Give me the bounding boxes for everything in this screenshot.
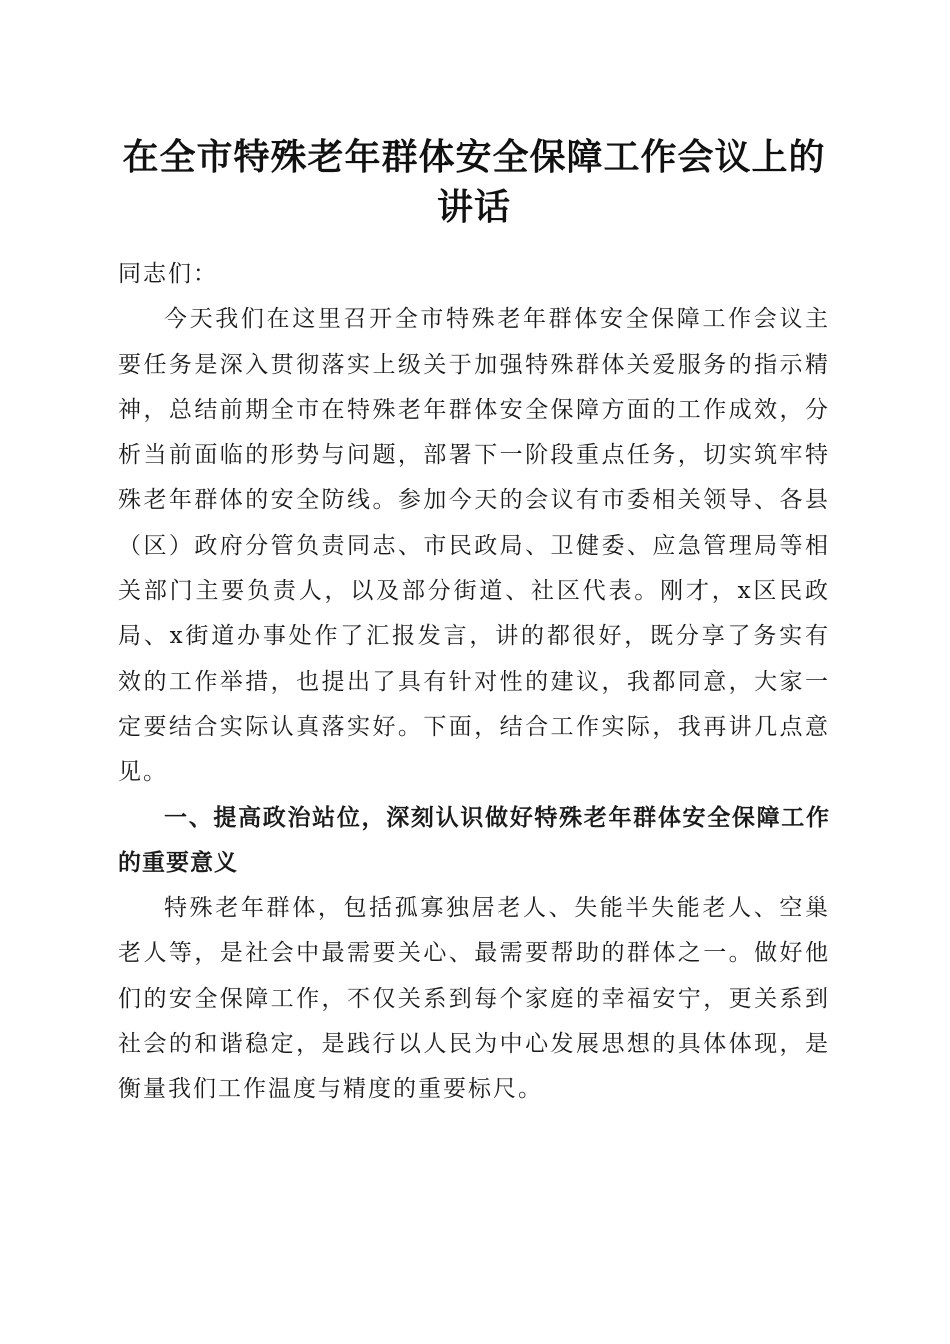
section-heading: 一、提高政治站位，深刻认识做好特殊老年群体安全保障工作的重要意义 bbox=[118, 804, 830, 876]
section-paragraph: 特殊老年群体，包括孤寡独居老人、失能半失能老人、空巢老人等，是社会中最需要关心、最需要帮助的群体之一。做好他们的安全保障工作，不仅关系到每个家庭的幸福安宁，更关系到社会的和谐稳定，是践行以人民为中心发展思想的具体体现，是衡量我们工作温度与精度的重要标尺。 bbox=[118, 895, 830, 1103]
salutation: 同志们： bbox=[118, 261, 218, 287]
document-body bbox=[118, 252, 830, 1113]
opening-paragraph: 今天我们在这里召开全市特殊老年群体安全保障工作会议主要任务是深入贯彻落实上级关于加强特殊群体关爱服务的指示精神，总结前期全市在特殊老年群体安全保障方面的工作成效，分析当前面临的形势与问题，部署下一阶段重点任务，切实筑牢特殊老年群体的安全防线。参加今天的会议有市委相关领导、各县（区）政府分管负责同志、市民政局、卫健委、应急管理局等相关部门主要负责人，以及部分街道、社区代表。刚才，x区民政局、x街道办事处作了汇报发言，讲的都很好，既分享了务实有效的工作举措，也提出了具有针对性的建议，我都同意，大家一定要结合实际认真落实好。下面，结合工作实际，我再讲几点意见。 bbox=[118, 306, 830, 786]
document-title: 在全市特殊老年群体安全保障工作会议上的讲话 bbox=[122, 136, 826, 228]
